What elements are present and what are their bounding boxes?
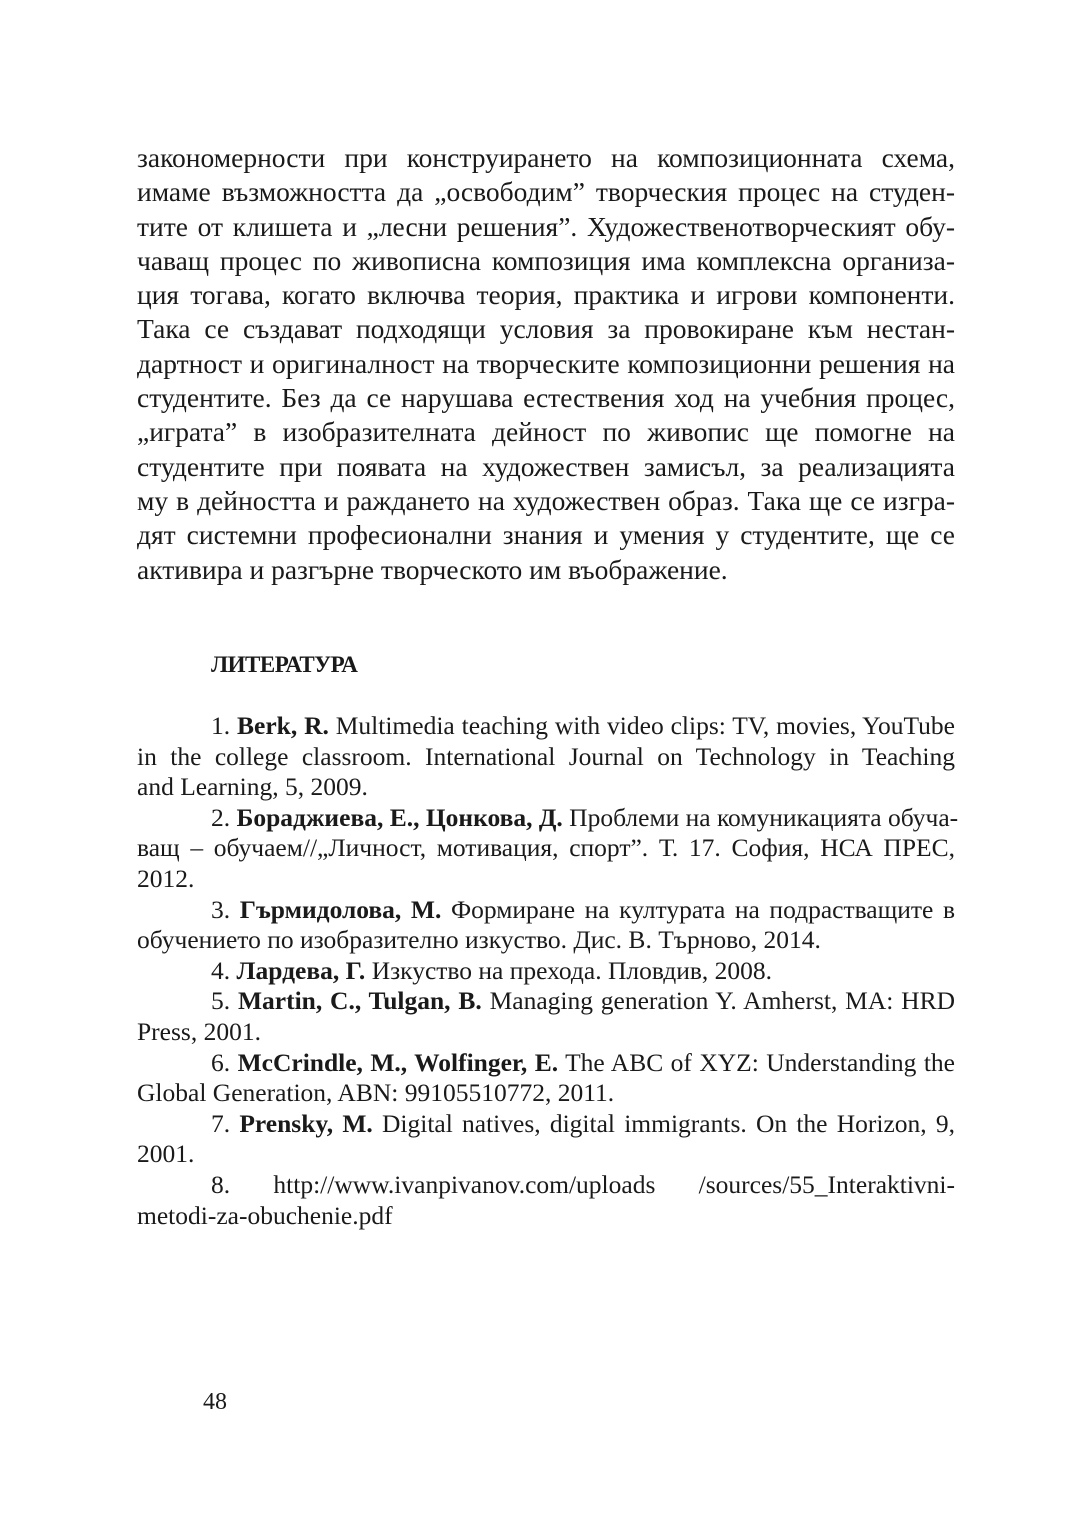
body-line: дартност и оригиналност на творческите композиционни решения на [137, 347, 955, 379]
body-line: активира и разгърне творческото им въображение. [137, 553, 728, 585]
reference-item [137, 986, 955, 1047]
reference-item [137, 802, 959, 895]
body-paragraph [137, 141, 955, 587]
body-line: дят системни професионални знания и умения у студентите, ще се [137, 519, 955, 551]
reference-item [137, 895, 955, 956]
reference-author: Бораджиева, Е., Цонкова, Д. [236, 802, 563, 832]
reference-text: in the college classroom. International Journal on Technology in Teaching [137, 741, 955, 771]
reference-text: The ABC of XYZ: Understanding the [565, 1047, 955, 1077]
page-number: 48 [203, 1389, 227, 1415]
reference-author: Martin, C., Tulgan, B. [237, 986, 482, 1016]
reference-text: обучението по изобразително изкуство. Дис. В. Търново, 2014. [137, 925, 821, 955]
body-line: тите от клишета и „лесни решения”. Художественотворческият обу- [137, 210, 955, 242]
reference-link[interactable]: http://www.ivanpivanov.com/uploads /sources/55_Interaktivni- [273, 1169, 956, 1199]
body-line: имаме възможността да „освободим” творческия процес на студен- [137, 176, 955, 208]
reference-text: 2012. [137, 863, 195, 893]
body-line: Така се създават подходящи условия за провокиране към нестан- [137, 313, 955, 345]
reference-number: 5. [211, 986, 231, 1016]
reference-text: Global Generation, ABN: 99105510772, 2011. [137, 1078, 615, 1108]
reference-number: 3. [211, 894, 231, 924]
reference-number: 4. [211, 955, 231, 985]
reference-text: Изкуство на прехода. Пловдив, 2008. [371, 955, 773, 985]
reference-text: 2001. [137, 1139, 195, 1169]
reference-text: and Learning, 5, 2009. [137, 772, 368, 802]
reference-text: Multimedia teaching with video clips: TV, movies, YouTube [335, 711, 956, 740]
reference-author: Berk, R. [237, 711, 329, 740]
body-line: студентите при появата на художествен замисъл, за реализацията [137, 450, 955, 482]
reference-item [137, 956, 955, 987]
reference-number: 1. [211, 711, 231, 740]
body-line: му в дейността и раждането на художествен образ. Така ще се изгра- [137, 484, 955, 516]
reference-item [137, 1109, 955, 1170]
body-line: ция тогава, когато включва теория, практика и игрови компоненти. [137, 279, 955, 311]
reference-item [137, 1170, 955, 1231]
reference-item [137, 1048, 955, 1109]
reference-number: 6. [211, 1047, 231, 1077]
reference-list [137, 711, 959, 1231]
body-line: закономерности при конструирането на композиционната схема, [137, 142, 955, 173]
body-line: чаващ процес по живописна композиция има комплексна организа- [137, 244, 955, 276]
reference-link[interactable]: metodi-za-obuchenie.pdf [137, 1200, 393, 1230]
reference-author: Prensky, M. [239, 1108, 373, 1138]
reference-item [137, 711, 955, 803]
reference-text: ващ – обучаем//„Личност, мотивация, спорт”. Т. 17. София, НСА ПРЕС, [137, 833, 955, 863]
bibliography-heading: ЛИТЕРАТУРА [211, 652, 358, 677]
reference-text: Формиране на културата на подрастващите в [450, 894, 955, 924]
reference-text: Managing generation Y. Amherst, MA: HRD [489, 986, 956, 1016]
reference-text: Press, 2001. [137, 1016, 261, 1046]
reference-author: McCrindle, M., Wolfinger, E. [237, 1047, 559, 1077]
reference-author: Гърмидолова, М. [239, 894, 442, 924]
reference-number: 8. [211, 1169, 231, 1199]
reference-author: Лардева, Г. [236, 955, 366, 985]
reference-number: 7. [211, 1108, 231, 1138]
reference-text: Проблеми на комуникацията обуча- [569, 802, 959, 832]
body-line: „играта” в изобразителната дейност по живопис ще помогне на [137, 416, 955, 448]
reference-text: Digital natives, digital immigrants. On the Horizon, 9, [381, 1108, 955, 1138]
reference-number: 2. [211, 802, 231, 832]
body-line: студентите. Без да се нарушава естествения ход на учебния процес, [137, 382, 955, 414]
